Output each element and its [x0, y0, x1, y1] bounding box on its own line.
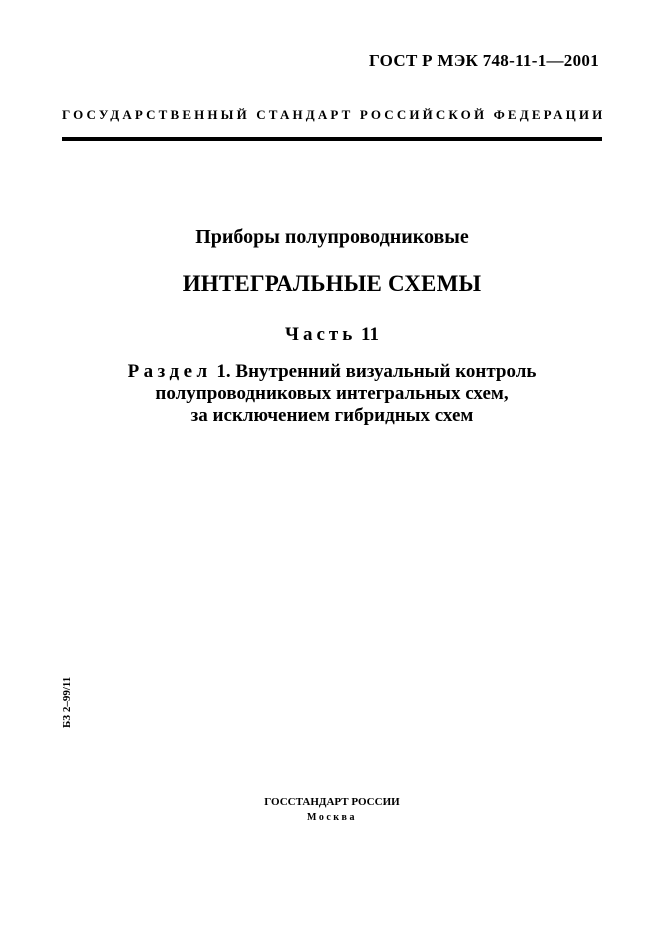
document-part: [62, 324, 602, 346]
document-main-title: ИНТЕГРАЛЬНЫЕ СХЕМЫ: [182, 271, 482, 296]
publication-city: Москва: [307, 812, 357, 823]
section-line-1: [62, 361, 602, 383]
publisher: ГОССТАНДАРТ РОССИИ: [264, 796, 400, 808]
document-subject: Приборы полупроводниковые: [195, 226, 469, 248]
section-title-line: полупроводниковых интегральных схем,: [155, 383, 509, 404]
section-title-line: за исключением гибридных схем: [190, 405, 474, 426]
header-divider: [62, 137, 602, 141]
section-label: Раздел: [127, 361, 212, 382]
part-label: Часть: [285, 324, 357, 345]
part-number: 11: [361, 324, 379, 345]
section-title-line: 1. Внутренний визуальный контроль: [216, 361, 537, 382]
document-number: ГОСТ Р МЭК 748-11-1—2001: [368, 51, 599, 70]
side-code: БЗ 2–99/11: [61, 676, 73, 728]
state-standard-heading: ГОСУДАРСТВЕННЫЙ СТАНДАРТ РОССИЙСКОЙ ФЕДЕРАЦИИ: [62, 107, 606, 122]
document-section: [62, 361, 602, 427]
